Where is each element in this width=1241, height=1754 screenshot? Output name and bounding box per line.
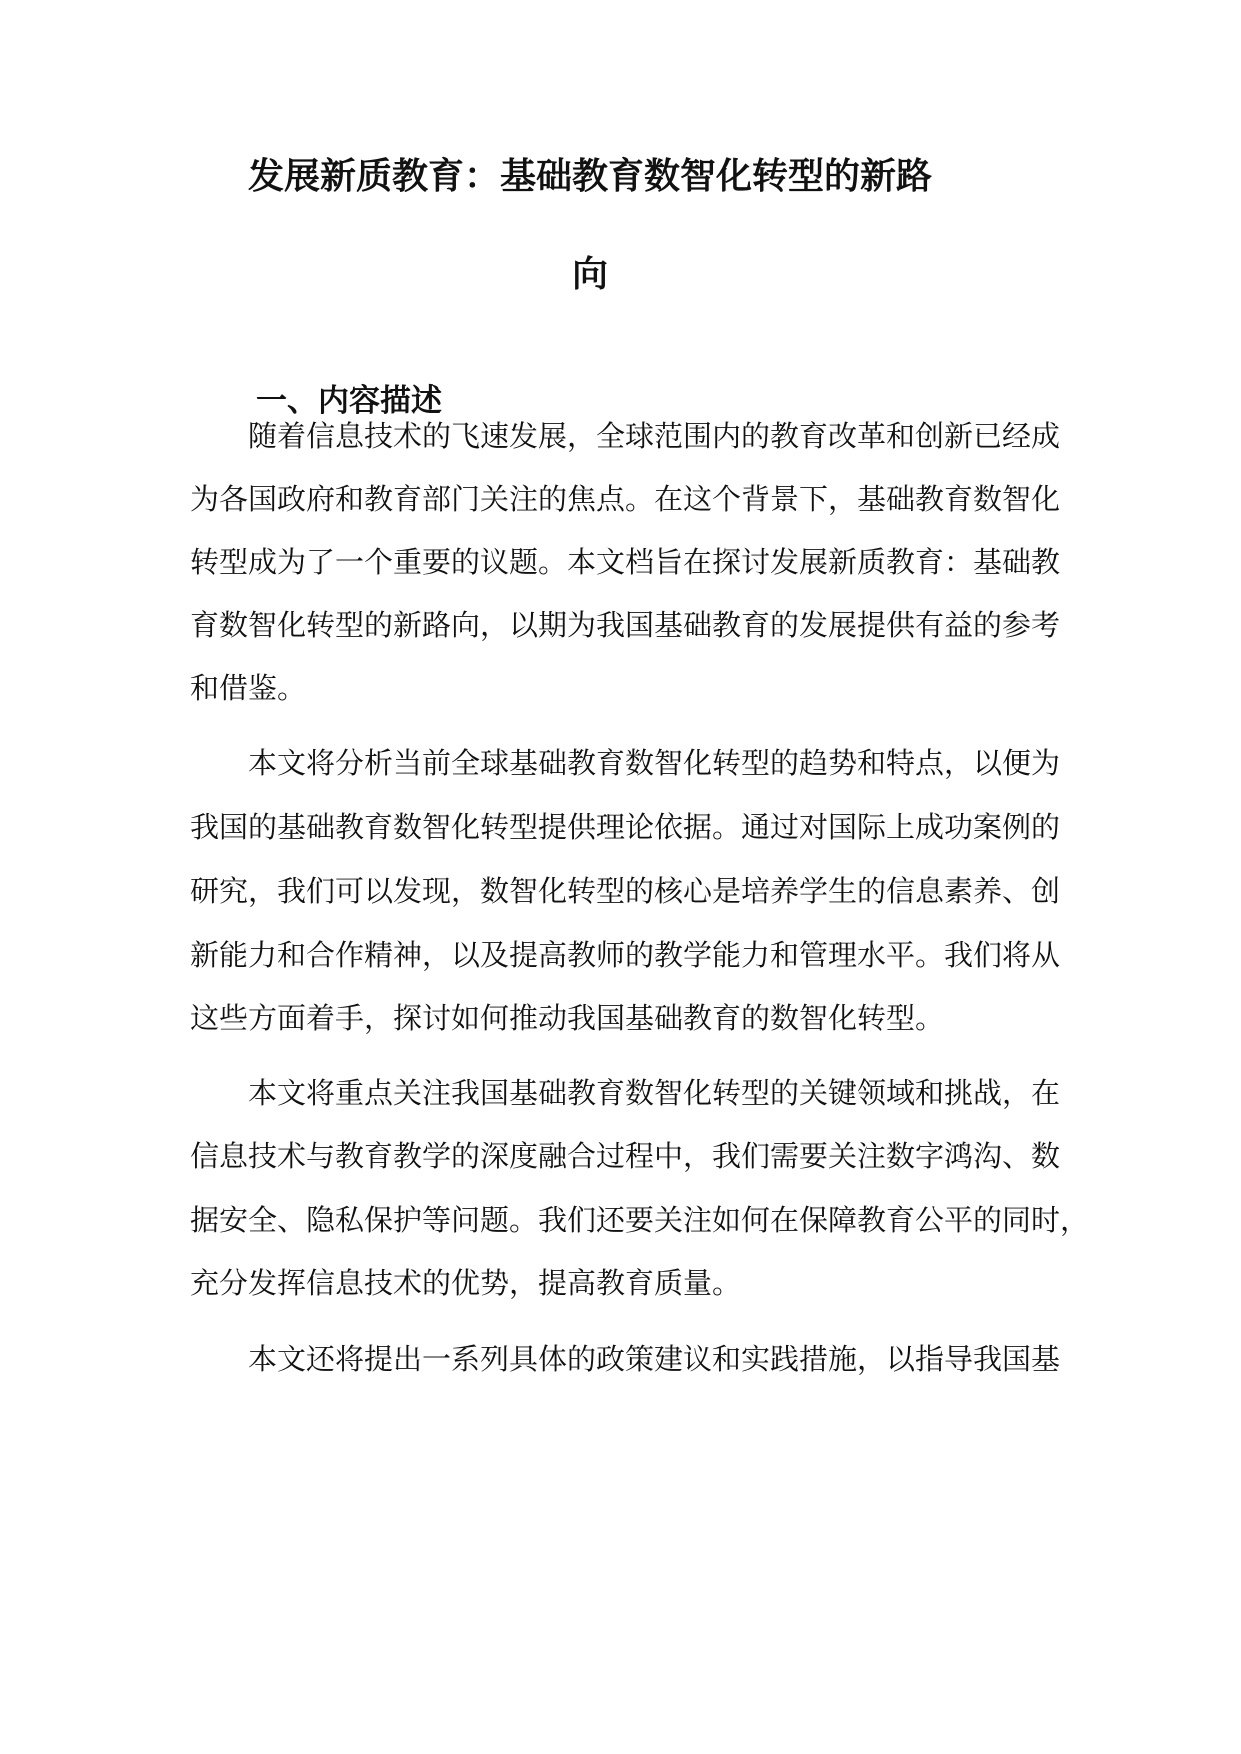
paragraph-2-line-5: 这些方面着手，探讨如何推动我国基础教育的数智化转型。 bbox=[190, 1001, 945, 1035]
paragraph-1-line-2: 为各国政府和教育部门关注的焦点。在这个背景下，基础教育数智化 bbox=[190, 482, 1061, 516]
paragraph-1-line-4: 育数智化转型的新路向，以期为我国基础教育的发展提供有益的参考 bbox=[190, 608, 1061, 642]
paragraph-3-line-4: 充分发挥信息技术的优势，提高教育质量。 bbox=[190, 1266, 742, 1300]
paragraph-2-line-2: 我国的基础教育数智化转型提供理论依据。通过对国际上成功案例的 bbox=[190, 810, 1061, 844]
paragraph-3-line-2: 信息技术与教育教学的深度融合过程中，我们需要关注数字鸿沟、数 bbox=[190, 1139, 1061, 1173]
paragraph-4-line-1: 本文还将提出一系列具体的政策建议和实践措施，以指导我国基 bbox=[248, 1342, 1061, 1376]
document-title-line-2: 向 bbox=[571, 254, 608, 295]
paragraph-3-line-3: 据安全、隐私保护等问题。我们还要关注如何在保障教育公平的同时， bbox=[190, 1203, 1090, 1237]
paragraph-2-line-4: 新能力和合作精神，以及提高教师的教学能力和管理水平。我们将从 bbox=[190, 938, 1061, 972]
paragraph-3-line-1: 本文将重点关注我国基础教育数智化转型的关键领域和挑战，在 bbox=[248, 1076, 1061, 1110]
paragraph-2-line-1: 本文将分析当前全球基础教育数智化转型的趋势和特点，以便为 bbox=[248, 746, 1061, 780]
paragraph-1-line-3: 转型成为了一个重要的议题。本文档旨在探讨发展新质教育：基础教 bbox=[190, 545, 1061, 579]
section-heading: 一、内容描述 bbox=[256, 383, 442, 419]
paragraph-1-line-1: 随着信息技术的飞速发展，全球范围内的教育改革和创新已经成 bbox=[248, 419, 1061, 453]
paragraph-2-line-3: 研究，我们可以发现，数智化转型的核心是培养学生的信息素养、创 bbox=[190, 874, 1061, 908]
document-title-line-1: 发展新质教育：基础教育数智化转型的新路 bbox=[247, 156, 932, 197]
paragraph-1-line-5: 和借鉴。 bbox=[190, 671, 307, 705]
